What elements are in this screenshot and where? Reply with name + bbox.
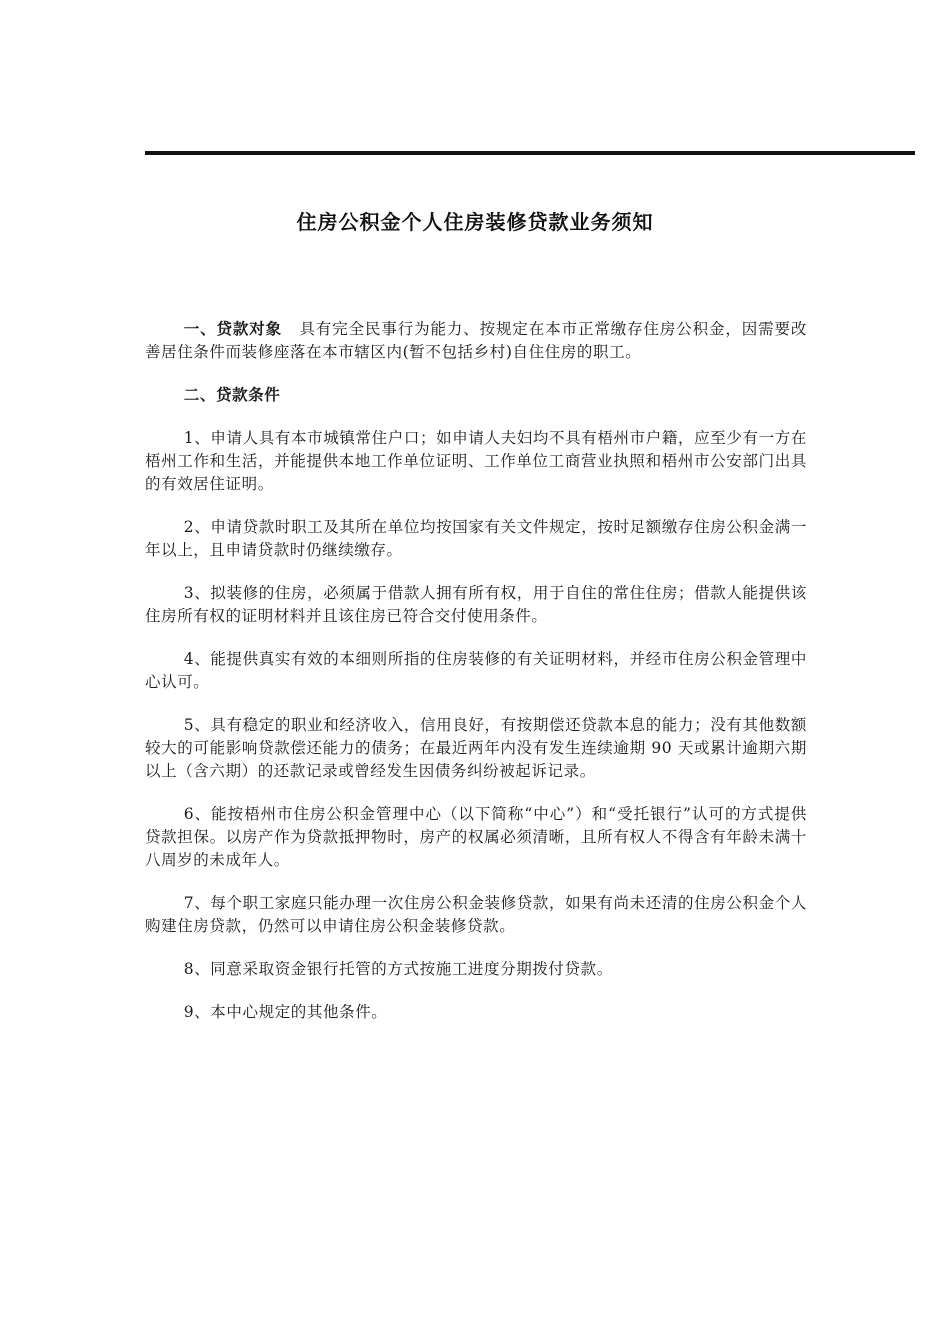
condition-item-5: 5、具有稳定的职业和经济收入，信用良好，有按期偿还贷款本息的能力；没有其他数额较大的可能影响贷款偿还能力的债务；在最近两年内没有发生连续逾期 90 天或累计逾期六期以上（含六期）的还款记录或曾经发生因债务纠纷被起诉记录。 xyxy=(145,716,807,780)
section-2-heading: 二、贷款条件 xyxy=(183,386,281,404)
header-rule xyxy=(145,151,915,155)
section-1-text: 具有完全民事行为能力、按规定在本市正常缴存住房公积金，因需要改善居住条件而装修座落在本市辖区内(暂不包括乡村)自住住房的职工。 xyxy=(145,320,807,361)
condition-item-7: 7、每个职工家庭只能办理一次住房公积金装修贷款，如果有尚未还清的住房公积金个人购建住房贷款，仍然可以申请住房公积金装修贷款。 xyxy=(145,894,807,935)
condition-item-1: 1、申请人具有本市城镇常住户口；如申请人夫妇均不具有梧州市户籍，应至少有一方在梧州工作和生活，并能提供本地工作单位证明、工作单位工商营业执照和梧州市公安部门出具的有效居住证明。 xyxy=(145,429,807,493)
condition-item-8: 8、同意采取资金银行托管的方式按施工进度分期拨付贷款。 xyxy=(183,960,613,978)
document-title: 住房公积金个人住房装修贷款业务须知 xyxy=(296,210,654,234)
condition-item-6: 6、能按梧州市住房公积金管理中心（以下简称“中心”）和“受托银行”认可的方式提供贷款担保。以房产作为贷款抵押物时，房产的权属必须清晰，且所有权人不得含有年龄未满十八周岁的未成年人。 xyxy=(145,805,807,869)
section-1-heading: 一、贷款对象 xyxy=(183,320,283,338)
condition-item-4: 4、能提供真实有效的本细则所指的住房装修的有关证明材料，并经市住房公积金管理中心认可。 xyxy=(145,650,807,691)
condition-item-2: 2、申请贷款时职工及其所在单位均按国家有关文件规定，按时足额缴存住房公积金满一年以上，且申请贷款时仍继续缴存。 xyxy=(145,518,807,559)
section-1-paragraph xyxy=(145,318,807,364)
document-body xyxy=(145,318,807,1044)
condition-item-3: 3、拟装修的住房，必须属于借款人拥有所有权，用于自住的常住住房；借款人能提供该住房所有权的证明材料并且该住房已符合交付使用条件。 xyxy=(145,584,807,625)
condition-item-9: 9、本中心规定的其他条件。 xyxy=(183,1003,388,1021)
